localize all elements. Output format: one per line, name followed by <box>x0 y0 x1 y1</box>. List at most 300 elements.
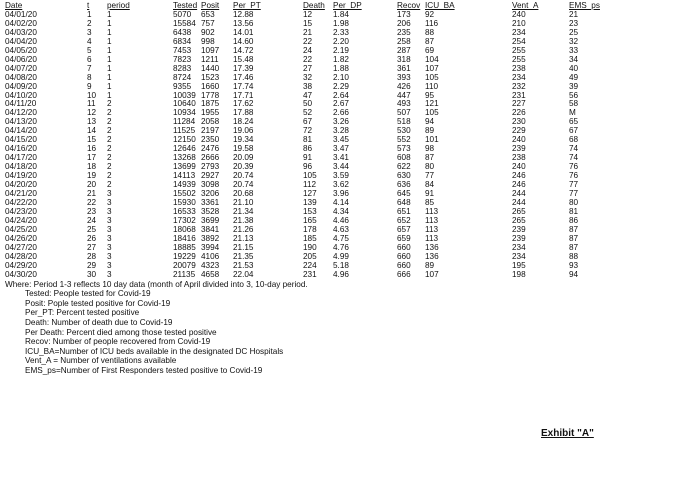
table-cell: 17.88 <box>233 108 254 118</box>
table-cell: 2.64 <box>333 90 349 100</box>
table-cell: 14.72 <box>233 45 254 55</box>
table-cell: 105 <box>425 108 439 118</box>
table-cell: 04/12/20 <box>5 108 37 118</box>
table-cell: 195 <box>512 260 526 270</box>
table-cell: 622 <box>397 162 411 172</box>
table-cell: 21.10 <box>233 197 254 207</box>
table-cell: 32 <box>303 72 313 82</box>
table-cell: 234 <box>512 251 526 261</box>
table-cell: 1.84 <box>333 9 349 19</box>
table-cell: 246 <box>512 171 526 181</box>
table-cell: 1 <box>107 81 112 91</box>
table-cell: 58 <box>569 99 579 109</box>
table-cell: 12 <box>87 108 97 118</box>
table-cell: 4.75 <box>333 233 349 243</box>
table-cell: 2.19 <box>333 45 349 55</box>
table-cell: 3.28 <box>333 126 349 136</box>
table-cell: 265 <box>512 206 526 216</box>
table-cell: 229 <box>512 126 526 136</box>
table-cell: 127 <box>303 189 317 199</box>
table-cell: 1 <box>107 63 112 73</box>
table-cell: 1 <box>107 90 112 100</box>
table-cell: 426 <box>397 81 411 91</box>
table-cell: 3.62 <box>333 180 349 190</box>
definition-item: Tested: People tested for Covid-19 <box>25 289 151 299</box>
column-header: Per_DP <box>333 1 362 10</box>
table-cell: 20.74 <box>233 171 254 181</box>
table-cell: 25 <box>87 224 97 234</box>
table-cell: 630 <box>397 171 411 181</box>
table-cell: 239 <box>512 224 526 234</box>
table-cell: 23 <box>87 206 97 216</box>
table-row <box>5 271 600 280</box>
table-cell: 72 <box>303 126 313 136</box>
table-cell: 178 <box>303 224 317 234</box>
table-cell: 19 <box>87 171 97 181</box>
table-cell: 04/24/20 <box>5 215 37 225</box>
table-cell: 65 <box>569 117 579 127</box>
table-cell: 493 <box>397 99 411 109</box>
table-cell: 12 <box>303 9 313 19</box>
table-cell: 3994 <box>201 242 220 252</box>
table-cell: 49 <box>569 72 579 82</box>
table-cell: 87 <box>425 153 435 163</box>
table-cell: 16533 <box>173 206 196 216</box>
table-cell: 9355 <box>173 81 192 91</box>
table-cell: 7453 <box>173 45 192 55</box>
table-cell: 2 <box>107 171 112 181</box>
table-cell: 254 <box>512 36 526 46</box>
table-cell: 17.62 <box>233 99 254 109</box>
table-cell: 04/13/20 <box>5 117 37 127</box>
table-cell: 651 <box>397 206 411 216</box>
table-cell: 3 <box>107 215 112 225</box>
table-cell: 234 <box>512 27 526 37</box>
table-cell: 95 <box>425 90 435 100</box>
table-cell: 04/06/20 <box>5 54 37 64</box>
table-cell: 4.63 <box>333 224 349 234</box>
table-cell: 4.14 <box>333 197 349 207</box>
table-cell: 04/26/20 <box>5 233 37 243</box>
table-cell: 4.34 <box>333 206 349 216</box>
table-cell: 13.56 <box>233 18 254 28</box>
table-cell: 20.39 <box>233 162 254 172</box>
notes <box>5 280 675 376</box>
table-cell: 10640 <box>173 99 196 109</box>
table-cell: 224 <box>303 260 317 270</box>
table-cell: 239 <box>512 144 526 154</box>
table-cell: 608 <box>397 153 411 163</box>
table-cell: 11525 <box>173 126 196 136</box>
table-cell: 39 <box>569 81 579 91</box>
table-cell: 40 <box>569 63 579 73</box>
table-cell: 5 <box>87 45 92 55</box>
table-cell: 80 <box>569 197 579 207</box>
table-cell: 04/09/20 <box>5 81 37 91</box>
table-cell: 3.41 <box>333 153 349 163</box>
table-cell: 227 <box>512 99 526 109</box>
table-cell: 3361 <box>201 197 220 207</box>
table-cell: 7823 <box>173 54 192 64</box>
table-cell: 04/17/20 <box>5 153 37 163</box>
table-cell: 04/15/20 <box>5 135 37 145</box>
table-cell: 88 <box>569 251 579 261</box>
table-cell: 21135 <box>173 269 196 279</box>
table-cell: 2.10 <box>333 72 349 82</box>
exhibit-label: Exhibit "A" <box>541 428 594 439</box>
table-cell: 6 <box>87 54 92 64</box>
table-cell: 76 <box>569 171 579 181</box>
table-cell: 17302 <box>173 215 196 225</box>
table-cell: 234 <box>512 242 526 252</box>
table-cell: 110 <box>425 81 439 91</box>
table-cell: 107 <box>425 63 439 73</box>
table-cell: 660 <box>397 251 411 261</box>
table-cell: 19.06 <box>233 126 254 136</box>
table-cell: 902 <box>201 27 215 37</box>
definition-item: Recov: Number of people recovered from Covid-19 <box>25 337 211 347</box>
table-cell: 3 <box>107 260 112 270</box>
table-cell: 4.76 <box>333 242 349 252</box>
table-cell: 205 <box>303 251 317 261</box>
table-cell: 87 <box>569 233 579 243</box>
table-cell: 6834 <box>173 36 192 46</box>
table-cell: 52 <box>303 108 313 118</box>
table-cell: 1 <box>107 72 112 82</box>
table-cell: 74 <box>569 153 579 163</box>
table-cell: 3 <box>107 233 112 243</box>
table-cell: 1955 <box>201 108 220 118</box>
table-cell: 5.18 <box>333 260 349 270</box>
table-cell: 04/03/20 <box>5 27 37 37</box>
table-cell: 361 <box>397 63 411 73</box>
table-cell: 2476 <box>201 144 220 154</box>
table-cell: 19.58 <box>233 144 254 154</box>
table-cell: 318 <box>397 54 411 64</box>
table-cell: 2 <box>107 126 112 136</box>
table-cell: 04/19/20 <box>5 171 37 181</box>
table-cell: 17 <box>87 153 97 163</box>
definition-item: Death: Number of death due to Covid-19 <box>25 317 173 327</box>
table-cell: 173 <box>397 9 411 19</box>
table-cell: 1 <box>107 27 112 37</box>
table-cell: 165 <box>303 215 317 225</box>
table-cell: 234 <box>512 72 526 82</box>
table-cell: 1 <box>107 54 112 64</box>
table-cell: 2.67 <box>333 99 349 109</box>
table-cell: 2197 <box>201 126 220 136</box>
table-cell: 21 <box>569 9 579 19</box>
table-cell: 4 <box>87 36 92 46</box>
table-cell: 20.74 <box>233 180 254 190</box>
table-cell: 3206 <box>201 189 220 199</box>
table-cell: 20.68 <box>233 189 254 199</box>
table-cell: 757 <box>201 18 215 28</box>
table-cell: 68 <box>569 135 579 145</box>
column-header: Vent_A <box>512 1 539 10</box>
table-cell: 246 <box>512 180 526 190</box>
table-cell: 113 <box>425 206 439 216</box>
table-cell: 21 <box>87 189 97 199</box>
table-cell: 81 <box>303 135 313 145</box>
table-cell: 3 <box>107 224 112 234</box>
table-cell: 81 <box>569 206 579 216</box>
table-cell: 14113 <box>173 171 196 181</box>
table-cell: 21.13 <box>233 233 254 243</box>
table-cell: 636 <box>397 180 411 190</box>
table-cell: 32 <box>569 36 579 46</box>
table-cell: 04/29/20 <box>5 260 37 270</box>
table-cell: 2 <box>107 135 112 145</box>
table-cell: 198 <box>512 269 526 279</box>
table-cell: 77 <box>569 180 579 190</box>
table-cell: 112 <box>303 180 317 190</box>
table-cell: 1875 <box>201 99 220 109</box>
table-cell: 4.99 <box>333 251 349 261</box>
table-cell: 2.29 <box>333 81 349 91</box>
table-cell: 287 <box>397 45 411 55</box>
table-cell: 14 <box>87 126 97 136</box>
table-cell: 19229 <box>173 251 196 261</box>
table-cell: 15.48 <box>233 54 254 64</box>
table-cell: 116 <box>425 18 439 28</box>
table-cell: 67 <box>303 117 313 127</box>
table-cell: 653 <box>201 9 215 19</box>
column-header: Per_PT <box>233 1 261 10</box>
table-cell: 1 <box>107 45 112 55</box>
table-cell: 231 <box>512 90 526 100</box>
data-table <box>5 2 600 280</box>
table-cell: 04/08/20 <box>5 72 37 82</box>
table-cell: 13268 <box>173 153 196 163</box>
table-cell: 50 <box>303 99 313 109</box>
table-cell: 1 <box>87 9 92 19</box>
table-cell: 3528 <box>201 206 220 216</box>
table-cell: 88 <box>425 27 435 37</box>
table-cell: 04/20/20 <box>5 180 37 190</box>
definition-item: Per_PT: Percent tested positive <box>25 308 140 318</box>
table-cell: 77 <box>425 171 435 181</box>
table-cell: 113 <box>425 224 439 234</box>
column-header: Death <box>303 1 325 10</box>
table-cell: 3 <box>107 206 112 216</box>
table-cell: 86 <box>303 144 313 154</box>
table-cell: 2.66 <box>333 108 349 118</box>
table-cell: 04/16/20 <box>5 144 37 154</box>
table-cell: 87 <box>425 36 435 46</box>
table-cell: 7 <box>87 63 92 73</box>
table-cell: 190 <box>303 242 317 252</box>
table-cell: 2.20 <box>333 36 349 46</box>
table-cell: 104 <box>425 54 439 64</box>
table-cell: 04/21/20 <box>5 189 37 199</box>
table-cell: 8724 <box>173 72 192 82</box>
table-cell: 660 <box>397 242 411 252</box>
table-cell: 2793 <box>201 162 220 172</box>
table-cell: 1660 <box>201 81 220 91</box>
table-cell: 101 <box>425 135 439 145</box>
table-cell: 85 <box>425 197 435 207</box>
table-cell: 87 <box>569 224 579 234</box>
table-cell: 21.34 <box>233 206 254 216</box>
table-cell: 2058 <box>201 117 220 127</box>
table-cell: 18416 <box>173 233 196 243</box>
table-cell: 93 <box>569 260 579 270</box>
table-cell: 652 <box>397 215 411 225</box>
table-cell: 244 <box>512 197 526 207</box>
table-cell: 648 <box>397 197 411 207</box>
table-cell: 4323 <box>201 260 220 270</box>
table-cell: 15 <box>87 135 97 145</box>
table-cell: 21.26 <box>233 224 254 234</box>
table-cell: 265 <box>512 215 526 225</box>
table-cell: 8283 <box>173 63 192 73</box>
table-cell: 1097 <box>201 45 220 55</box>
table-cell: 4.46 <box>333 215 349 225</box>
table-cell: 231 <box>303 269 317 279</box>
table-cell: 240 <box>512 135 526 145</box>
table-cell: 04/25/20 <box>5 224 37 234</box>
table-cell: 15584 <box>173 18 196 28</box>
table-cell: 1 <box>107 18 112 28</box>
document <box>5 2 675 375</box>
table-cell: 14939 <box>173 180 196 190</box>
table-cell: 660 <box>397 260 411 270</box>
table-cell: 04/02/20 <box>5 18 37 28</box>
table-cell: 238 <box>512 153 526 163</box>
table-cell: 04/18/20 <box>5 162 37 172</box>
table-cell: 20.09 <box>233 153 254 163</box>
table-cell: 14.60 <box>233 36 254 46</box>
table-cell: 27 <box>87 242 97 252</box>
table-cell: 17.74 <box>233 81 254 91</box>
table-cell: 3 <box>107 251 112 261</box>
table-cell: 1211 <box>201 54 219 64</box>
table-cell: 26 <box>87 233 97 243</box>
table-cell: 04/04/20 <box>5 36 37 46</box>
table-cell: 239 <box>512 233 526 243</box>
table-cell: 3.44 <box>333 162 349 172</box>
table-cell: 80 <box>425 162 435 172</box>
table-cell: 447 <box>397 90 411 100</box>
table-cell: 21.35 <box>233 251 254 261</box>
table-cell: 3 <box>107 197 112 207</box>
table-cell: 24 <box>303 45 313 55</box>
table-cell: 1 <box>107 9 112 19</box>
table-cell: 3841 <box>201 224 220 234</box>
table-cell: 17.46 <box>233 72 254 82</box>
table-cell: 105 <box>425 72 439 82</box>
table-cell: 230 <box>512 117 526 127</box>
table-cell: 12150 <box>173 135 196 145</box>
table-cell: 04/14/20 <box>5 126 37 136</box>
definition-item: Per Death: Percent died among those tested positive <box>25 327 217 337</box>
table-cell: 10934 <box>173 108 196 118</box>
definitions-list <box>5 289 675 375</box>
column-header: ICU_BA <box>425 1 455 10</box>
table-cell: 10 <box>87 90 97 100</box>
table-cell: 2 <box>107 153 112 163</box>
table-cell: 258 <box>397 36 411 46</box>
table-cell: 21.53 <box>233 260 254 270</box>
table-cell: M <box>569 108 576 118</box>
table-cell: 255 <box>512 45 526 55</box>
table-cell: 1 <box>107 36 112 46</box>
column-header: period <box>107 1 130 10</box>
table-cell: 16 <box>87 144 97 154</box>
table-cell: 121 <box>425 99 439 109</box>
table-cell: 23 <box>569 18 579 28</box>
table-cell: 206 <box>397 18 411 28</box>
table-cell: 91 <box>303 153 313 163</box>
table-cell: 113 <box>425 215 439 225</box>
table-cell: 3699 <box>201 215 220 225</box>
table-cell: 573 <box>397 144 411 154</box>
table-cell: 04/11/20 <box>5 99 37 109</box>
table-cell: 666 <box>397 269 411 279</box>
table-cell: 04/10/20 <box>5 90 37 100</box>
table-cell: 91 <box>425 189 435 199</box>
table-cell: 107 <box>425 269 439 279</box>
column-header: Date <box>5 1 23 10</box>
table-cell: 6438 <box>173 27 192 37</box>
table-cell: 4658 <box>201 269 220 279</box>
table-cell: 244 <box>512 189 526 199</box>
table-cell: 98 <box>425 144 435 154</box>
table-cell: 530 <box>397 126 411 136</box>
table-cell: 139 <box>303 197 317 207</box>
table-cell: 13 <box>87 117 97 127</box>
table-cell: 24 <box>87 215 97 225</box>
column-header: Tested <box>173 1 198 10</box>
table-cell: 185 <box>303 233 317 243</box>
table-cell: 3892 <box>201 233 220 243</box>
table-cell: 1523 <box>201 72 220 82</box>
table-cell: 998 <box>201 36 215 46</box>
table-cell: 94 <box>569 269 579 279</box>
table-cell: 240 <box>512 162 526 172</box>
table-cell: 18068 <box>173 224 196 234</box>
table-cell: 136 <box>425 242 439 252</box>
table-body <box>5 11 600 280</box>
table-cell: 518 <box>397 117 411 127</box>
table-cell: 04/30/20 <box>5 269 37 279</box>
table-cell: 04/07/20 <box>5 63 37 73</box>
table-cell: 04/01/20 <box>5 9 37 19</box>
table-cell: 2666 <box>201 153 220 163</box>
table-cell: 659 <box>397 233 411 243</box>
table-cell: 22 <box>303 36 313 46</box>
table-cell: 67 <box>569 126 579 136</box>
table-cell: 33 <box>569 45 579 55</box>
table-cell: 2 <box>107 99 112 109</box>
table-cell: 25 <box>569 27 579 37</box>
table-cell: 17.39 <box>233 63 254 73</box>
table-cell: 2 <box>107 162 112 172</box>
table-cell: 15502 <box>173 189 196 199</box>
definition-item: ICU_BA=Number of ICU beds available in the designated DC Hospitals <box>25 346 284 356</box>
table-cell: 2 <box>107 117 112 127</box>
table-cell: 240 <box>512 9 526 19</box>
table-cell: 226 <box>512 108 526 118</box>
table-cell: 3.26 <box>333 117 349 127</box>
table-cell: 89 <box>425 260 435 270</box>
table-cell: 11 <box>87 99 96 109</box>
notes-where: Where: Period 1-3 reflects 10 day data (month of April divided into 3, 10-day period. <box>5 279 308 289</box>
table-cell: 18885 <box>173 242 196 252</box>
table-cell: 22 <box>87 197 97 207</box>
table-cell: 210 <box>512 18 526 28</box>
